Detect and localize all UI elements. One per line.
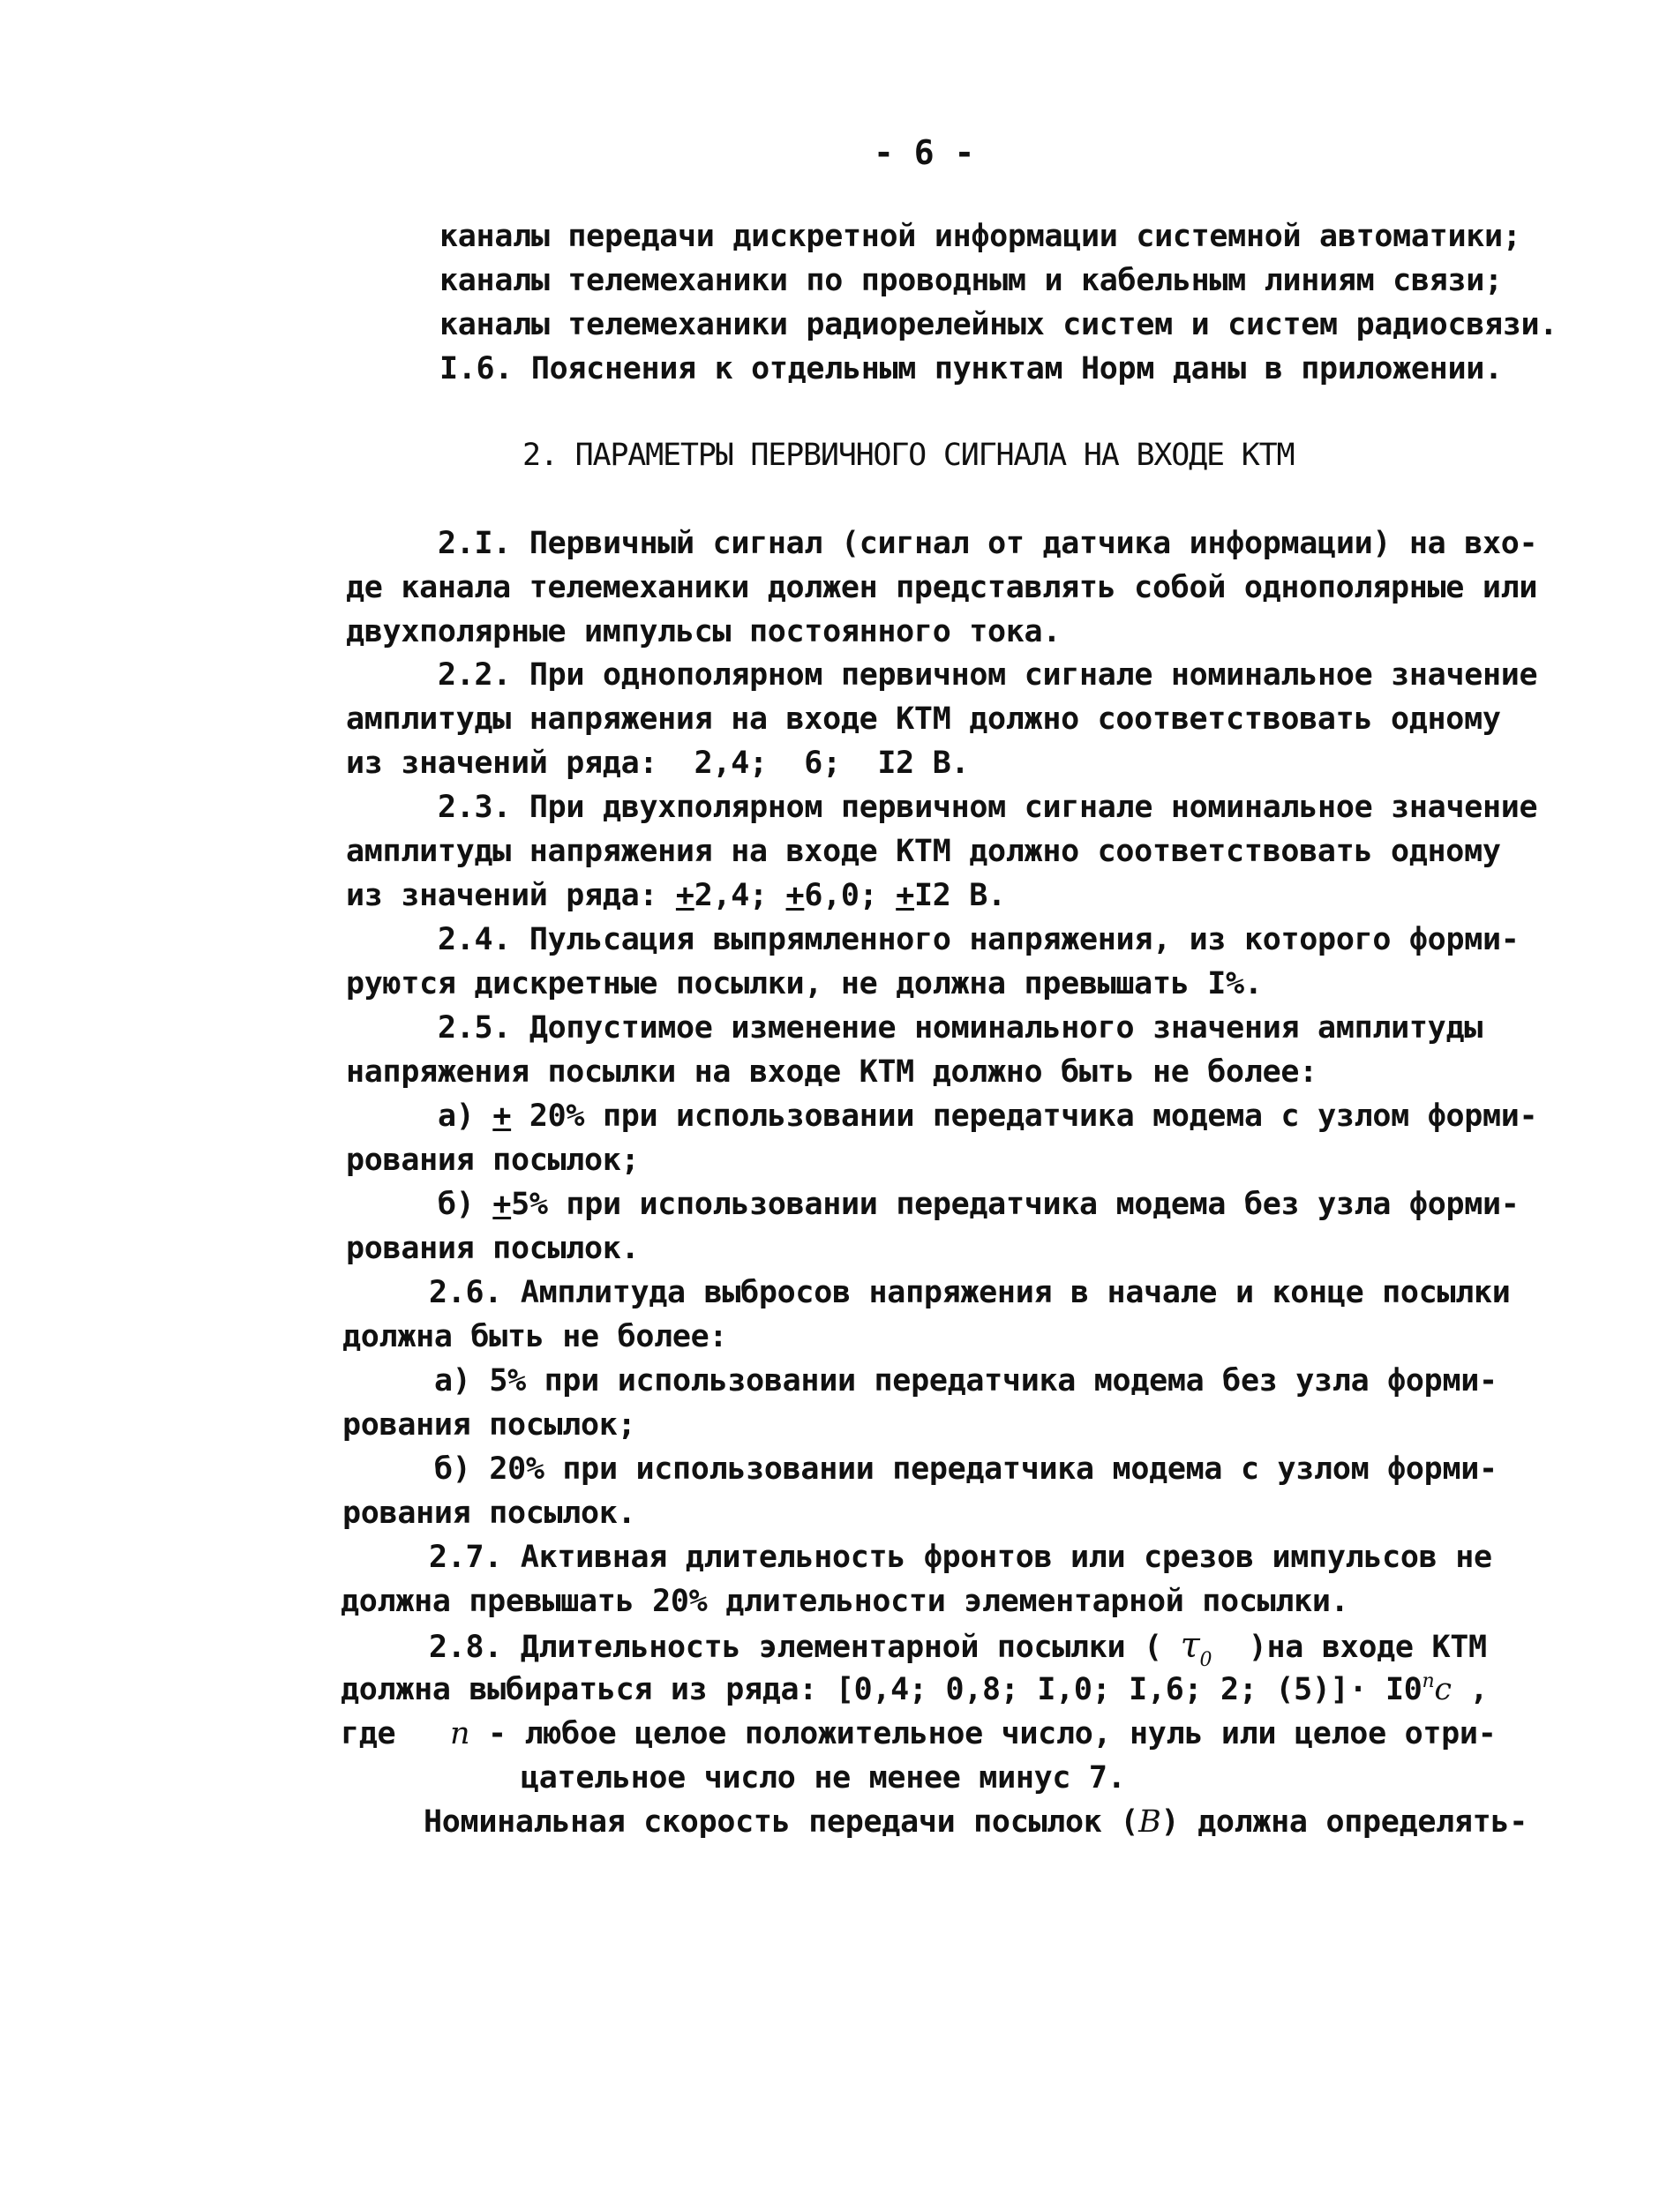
tau-subscript: 0	[1199, 1649, 1212, 1671]
exponent-n: n	[1422, 1670, 1435, 1692]
item-text: 5% при использовании передатчика модема без узла форми-	[511, 1187, 1520, 1222]
p26-item-a-cont: рования посылок;	[342, 1407, 636, 1443]
p23-line-2: амплитуды напряжения на входе КТМ должно соответствовать одному	[346, 834, 1501, 869]
item-marker: б)	[438, 1187, 493, 1222]
variable-b: В	[1138, 1804, 1161, 1840]
unit-seconds: с	[1434, 1672, 1452, 1707]
intro-line-4: I.6. Пояснения к отдельным пунктам Норм даны в приложении.	[439, 351, 1503, 386]
p28-text: - любое целое положительное число, нуль или целое отри-	[469, 1716, 1497, 1751]
intro-line-3: каналы телемеханики радиорелейных систем и систем радиосвязи.	[439, 307, 1558, 342]
p27-line-1: 2.7. Активная длительность фронтов или срезов импульсов не	[429, 1540, 1492, 1575]
intro-line-1: каналы передачи дискретной информации системной автоматики;	[439, 219, 1521, 254]
page-number: - 6 -	[874, 133, 975, 172]
p26-item-b-cont: рования посылок.	[342, 1496, 636, 1531]
p24-line-2: руются дискретные посылки, не должна превышать I%.	[346, 966, 1263, 1001]
p28-text: )на входе КТМ	[1212, 1630, 1487, 1665]
p28-range: должна выбираться из ряда: [0,4; 0,8; I,0; I,6; 2; (5)]· I0	[341, 1672, 1423, 1707]
p22-line-2: амплитуды напряжения на входе КТМ должно соответствовать одному	[346, 701, 1501, 737]
p22-line-1: 2.2. При однополярном первичном сигнале номинальное значение	[438, 657, 1538, 693]
p28-line-3	[450, 1713, 1496, 1755]
p21-line-1: 2.I. Первичный сигнал (сигнал от датчика информации) на вхо-	[438, 526, 1538, 561]
plus-minus-sign: +	[492, 1099, 512, 1134]
p25-line-1: 2.5. Допустимое изменение номинального значения амплитуды	[438, 1010, 1483, 1046]
p24-line-1: 2.4. Пульсация выпрямленного напряжения, из которого форми-	[438, 922, 1520, 957]
p25-line-2: напряжения посылки на входе КТМ должно быть не более:	[346, 1054, 1317, 1090]
p28-line-2	[341, 1668, 1488, 1715]
variable-n: n	[450, 1716, 470, 1751]
p26-item-a: а) 5% при использовании передатчика модема без узла форми-	[434, 1363, 1498, 1398]
p22-line-3: из значений ряда: 2,4; 6; I2 В.	[346, 746, 970, 781]
p23-value-1: 2,4;	[694, 878, 786, 913]
p26-line-1: 2.6. Амплитуда выбросов напряжения в начале и конце посылки	[429, 1275, 1511, 1310]
p23-value-2: 6,0;	[804, 878, 897, 913]
item-text: 20% при использовании передатчика модема с узлом форми-	[511, 1099, 1538, 1134]
item-marker: а)	[438, 1099, 493, 1134]
tau-symbol: τ	[1180, 1625, 1200, 1666]
p28-text: ,	[1451, 1672, 1489, 1707]
plus-minus-sign: +	[675, 878, 694, 913]
intro-line-2: каналы телемеханики по проводным и кабельным линиям связи;	[439, 263, 1503, 298]
p28-line-3-where: где	[341, 1716, 396, 1751]
p21-line-3: двухполярные импульсы постоянного тока.	[346, 614, 1062, 649]
p25-item-a	[438, 1095, 1537, 1137]
p28-line-1	[429, 1624, 1487, 1673]
plus-minus-sign: +	[785, 878, 805, 913]
p23-prefix: из значений ряда:	[346, 878, 676, 913]
p27-line-2: должна превышать 20% длительности элементарной посылки.	[341, 1584, 1349, 1619]
p26-item-b: б) 20% при использовании передатчика модема с узлом форми-	[434, 1451, 1498, 1487]
p23-line-3	[346, 874, 1006, 917]
final-line	[424, 1801, 1528, 1843]
p21-line-2: де канала телемеханики должен представлять собой однополярные или	[346, 570, 1538, 605]
p28-line-4: цательное число не менее минус 7.	[521, 1760, 1126, 1796]
p25-item-b-cont: рования посылок.	[346, 1231, 640, 1266]
p26-line-2: должна быть не более:	[342, 1319, 728, 1354]
final-text: ) должна определять-	[1160, 1804, 1528, 1840]
p23-line-1: 2.3. При двухполярном первичном сигнале номинальное значение	[438, 790, 1538, 825]
p25-item-b	[438, 1183, 1520, 1226]
final-text: Номинальная скорость передачи посылок (	[424, 1804, 1139, 1840]
p23-value-3: I2 В.	[913, 878, 1006, 913]
plus-minus-sign: +	[896, 878, 914, 913]
plus-minus-sign: +	[492, 1187, 512, 1222]
p25-item-a-cont: рования посылок;	[346, 1143, 640, 1178]
p28-text: 2.8. Длительность элементарной посылки (	[429, 1630, 1181, 1665]
section-heading: 2. ПАРАМЕТРЫ ПЕРВИЧНОГО СИГНАЛА НА ВХОДЕ КТМ	[522, 438, 1295, 473]
